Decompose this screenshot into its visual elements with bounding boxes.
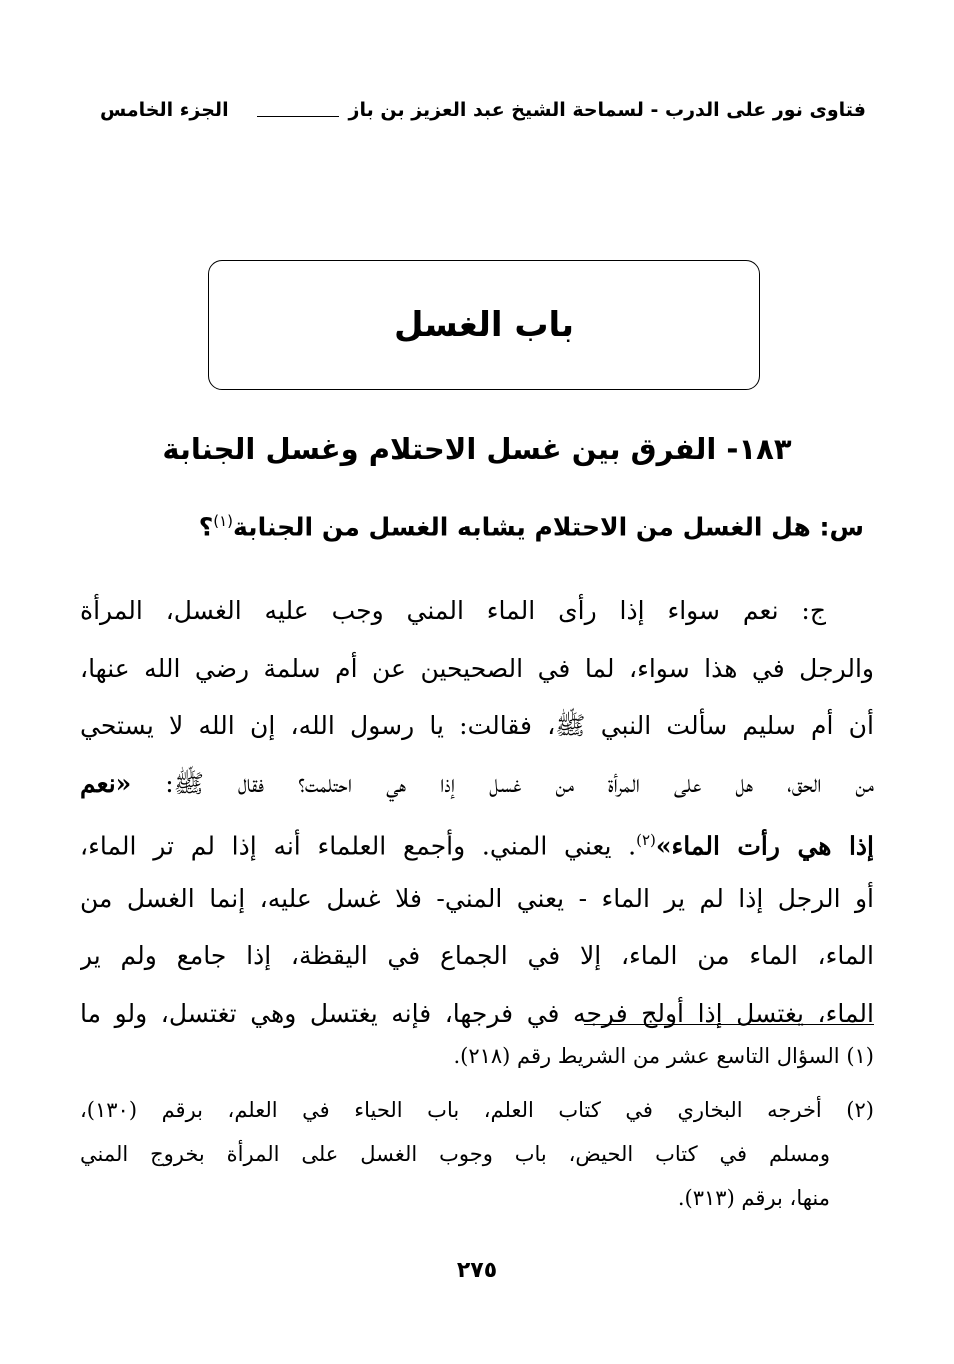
answer-line-with-quote-end bbox=[80, 812, 874, 870]
answer-line: ج: نعم سواء إذا رأى الماء المني وجب عليه الغسل، المرأة bbox=[80, 596, 826, 625]
hadith-quote-end: إذا هي رأت الماء» bbox=[655, 831, 874, 861]
answer-line: الماء، يغتسل إذا أولج فرجه في فرجها، فإنه يغتسل وهي تغتسل، ولو ما bbox=[80, 998, 874, 1028]
answer-line-text: من الحق، هل على المرأة من غسل إذا هي احتلمت؟ فقال ﷺ: bbox=[165, 768, 874, 798]
answer-line-rest: . يعني المني. وأجمع العلماء أنه إذا لم تر الماء، bbox=[80, 831, 637, 861]
volume-label: الجزء الخامس bbox=[100, 99, 229, 121]
footnote-2-line-3: منها، برقم (٣١٣). bbox=[677, 1186, 830, 1210]
section-title: ١٨٣- الفرق بين غسل الاحتلام وغسل الجنابة bbox=[162, 432, 792, 466]
header-rule bbox=[257, 116, 339, 117]
book-title: فتاوى نور على الدرب - لسماحة الشيخ عبد العزيز بن باز bbox=[348, 99, 866, 121]
footnote-ref-2: (٢) bbox=[636, 831, 656, 849]
answer-body bbox=[80, 582, 874, 1042]
page-number: ٢٧٥ bbox=[456, 1258, 498, 1283]
chapter-title-box bbox=[208, 260, 760, 390]
running-header bbox=[100, 92, 866, 128]
footnote-2-line-1: (٢) أخرجه البخاري في كتاب العلم، باب الحياء في العلم، برقم (١٣٠)، bbox=[80, 1098, 874, 1122]
footnote-2-line-2: ومسلم في كتاب الحيض، باب وجوب الغسل على المرأة بخروج المني bbox=[80, 1142, 830, 1166]
answer-line: أن أم سليم سألت النبي ﷺ، فقالت: يا رسول الله، إن الله لا يستحي bbox=[80, 711, 874, 740]
question-mark: ؟ bbox=[198, 512, 214, 542]
answer-line: والرجل في هذا سواء، لما في الصحيحين عن أم سلمة رضي الله عنها، bbox=[80, 653, 874, 683]
header-title-group bbox=[247, 99, 866, 121]
chapter-title: باب الغسل bbox=[393, 305, 575, 345]
footnotes bbox=[80, 1034, 874, 1220]
answer-line-with-quote-start bbox=[80, 755, 874, 813]
question-prefix: س: bbox=[819, 512, 864, 542]
answer-line: الماء، الماء من الماء، إلا في الجماع في اليقظة، إذا جامع ولم ير bbox=[80, 941, 874, 970]
footnote-ref-1: (١) bbox=[213, 512, 234, 530]
hadith-quote-start: «نعم bbox=[80, 768, 132, 798]
footnote-separator bbox=[584, 1024, 874, 1025]
question bbox=[90, 512, 864, 541]
footnote-1: (١) السؤال التاسع عشر من الشريط رقم (٢١٨). bbox=[453, 1044, 874, 1068]
question-text: هل الغسل من الاحتلام يشابه الغسل من الجنابة bbox=[233, 512, 811, 542]
answer-line: أو الرجل إذا لم ير الماء - يعني المني- فلا غسل عليه، إنما الغسل من bbox=[80, 883, 874, 913]
